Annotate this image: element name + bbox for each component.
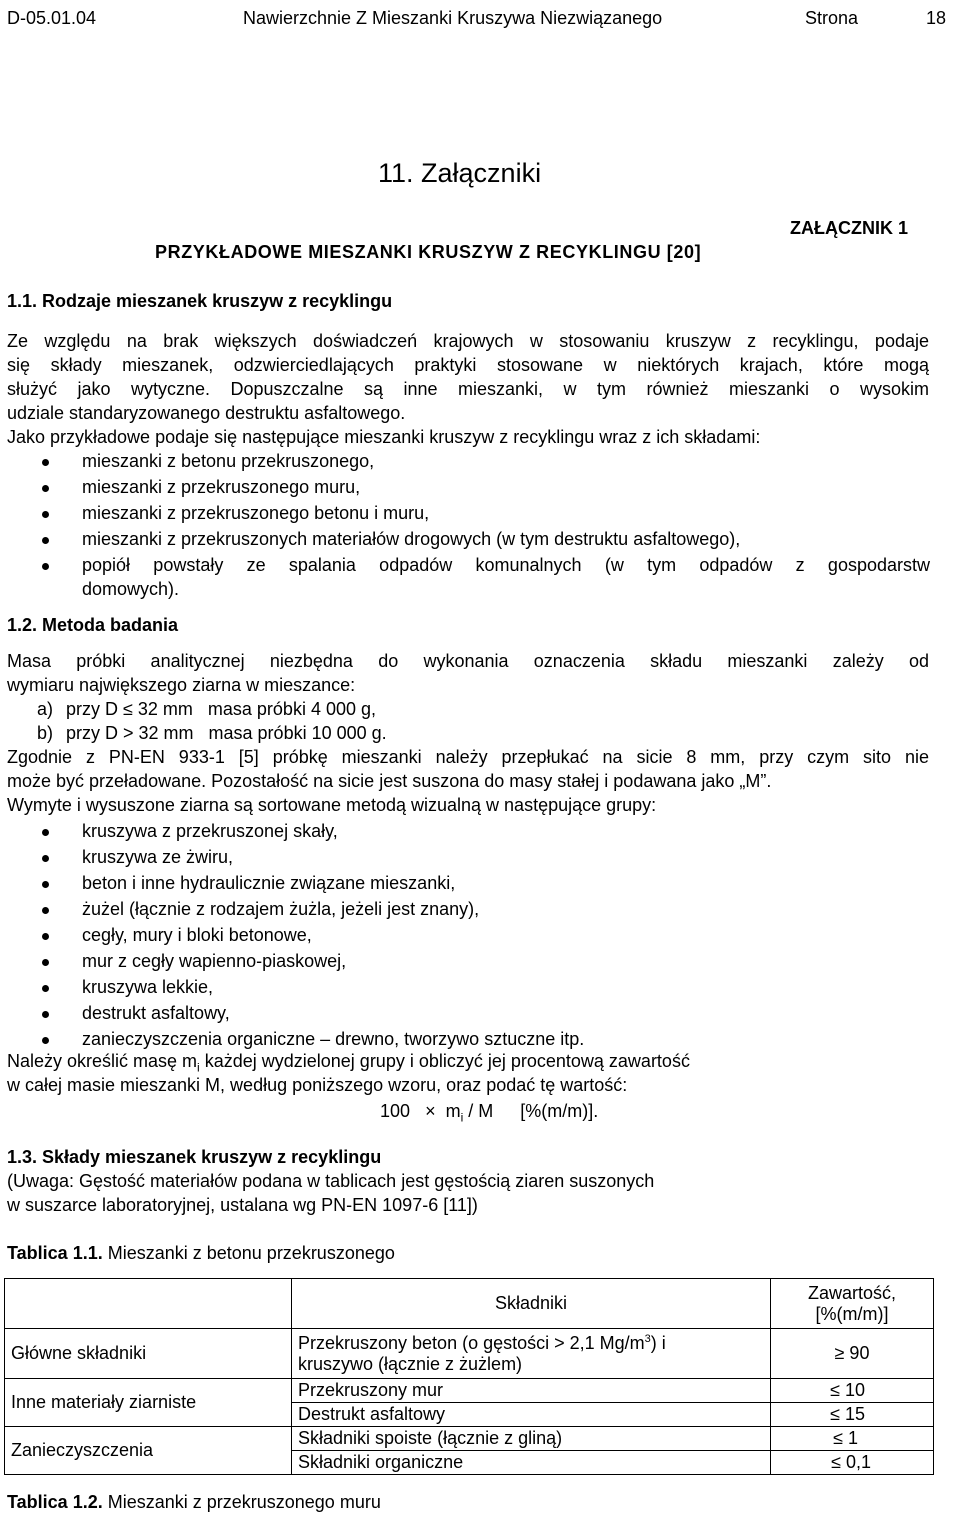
note-line: w suszarce laboratoryjnej, ustalana wg PN-EN 1097-6 [11])	[7, 1195, 478, 1215]
chapter-title: 11. Załączniki	[378, 158, 542, 188]
list-item: popiół powstały ze spalania odpadów komunalnych (w tym odpadów z gospodarstw	[82, 555, 930, 575]
list-item: mieszanki z przekruszonych materiałów drogowych (w tym destruktu asfaltowego),	[82, 529, 741, 549]
bullet-dot	[42, 563, 49, 570]
table-cell: Przekruszony beton (o gęstości > 2,1 $Mg/m^3$) i kruszywo (łącznie z żużlem)	[292, 1329, 771, 1379]
paragraph-line: służyć jako wytyczne. Dopuszczalne są inne mieszanki, w tym również mieszanki o wysokim	[7, 379, 929, 399]
list-item: destrukt asfaltowy,	[82, 1003, 230, 1023]
annex-title: PRZYKŁADOWE MIESZANKI KRUSZYW Z RECYKLINGU [20]	[155, 242, 702, 262]
list-item: cegły, mury i bloki betonowe,	[82, 925, 312, 945]
list-item: kruszywa z przekruszonej skały,	[82, 821, 338, 841]
table-cell	[5, 1279, 292, 1329]
bullet-dot	[42, 485, 49, 492]
paragraph-line: Zgodnie z PN-EN 933-1 [5] próbkę mieszanki należy przepłukać na sicie 8 mm, przy czym sito nie	[7, 747, 929, 767]
formula: $100 \times m_i / M$ [%(m/m)].	[380, 1101, 599, 1125]
enum-item-a: przy D ≤ 32 mm masa próbki 4 000 g,	[66, 699, 376, 719]
bullet-dot	[42, 959, 49, 966]
section-heading-1-2: 1.2. Metoda badania	[7, 615, 179, 635]
table-cell: Zanieczyszczenia	[5, 1427, 292, 1475]
table-header: Zawartość, [%(m/m)]	[771, 1279, 934, 1329]
list-intro: Jako przykładowe podaje się następujące mieszanki kruszyw z recyklingu wraz z ich składami:	[7, 427, 761, 447]
page-number: 18	[926, 8, 947, 28]
annex-label: ZAŁĄCZNIK 1	[790, 218, 908, 238]
paragraph-line: się składy mieszanek, odzwierciedlających praktyki stosowane w niektórych krajach, które mogą	[7, 355, 929, 375]
paragraph-line: Masa próbki analitycznej niezbędna do wykonania oznaczenia składu mieszanki zależy od	[7, 651, 929, 671]
bullet-dot	[42, 855, 49, 862]
bullet-dot	[42, 829, 49, 836]
enum-item-b: przy D > 32 mm masa próbki 10 000 g.	[66, 723, 387, 743]
table-cell: Główne składniki	[5, 1329, 292, 1379]
list-item: żużel (łącznie z rodzajem żużla, jeżeli jest znany),	[82, 899, 480, 919]
list-item: mieszanki z przekruszonego muru,	[82, 477, 361, 497]
table-row	[5, 1379, 934, 1403]
paragraph-line: Wymyte i wysuszone ziarna są sortowane metodą wizualną w następujące grupy:	[7, 795, 657, 815]
table-cell: Inne materiały ziarniste	[5, 1379, 292, 1427]
table-cell: ≤ 15	[771, 1403, 934, 1427]
note-line: (Uwaga: Gęstość materiałów podana w tablicach jest gęstością ziaren suszonych	[7, 1171, 655, 1191]
list-item: mieszanki z przekruszonego betonu i muru,	[82, 503, 430, 523]
list-item: beton i inne hydraulicznie związane mieszanki,	[82, 873, 456, 893]
composition-table	[4, 1278, 934, 1475]
table-row	[5, 1329, 934, 1379]
paragraph-line: udziale standaryzowanego destruktu asfaltowego.	[7, 403, 406, 423]
list-item: zanieczyszczenia organiczne – drewno, tworzywo sztuczne itp.	[82, 1029, 585, 1049]
enum-label-b: b)	[37, 723, 54, 743]
table-cell: ≤ 1	[771, 1427, 934, 1451]
section-heading-1-1: 1.1. Rodzaje mieszanek kruszyw z recyklingu	[7, 291, 393, 311]
list-item: kruszywa ze żwiru,	[82, 847, 234, 867]
table-caption: Tablica 1.1. Mieszanki z betonu przekruszonego	[7, 1243, 395, 1263]
paragraph-line: wymiaru największego ziarna w mieszance:	[7, 675, 356, 695]
list-item: mieszanki z betonu przekruszonego,	[82, 451, 375, 471]
bullet-dot	[42, 511, 49, 518]
table-cell: ≤ 0,1	[771, 1451, 934, 1475]
enum-label-a: a)	[37, 699, 54, 719]
table-cell: Składniki spoiste (łącznie z gliną)	[292, 1427, 771, 1451]
section-heading-1-3: 1.3. Składy mieszanek kruszyw z recyklingu	[7, 1147, 382, 1167]
paragraph-line: Ze względu na brak większych doświadczeń krajowych w stosowaniu kruszyw z recyklingu, podaje	[7, 331, 929, 351]
table-header: Składniki	[292, 1279, 771, 1329]
document-title: Nawierzchnie Z Mieszanki Kruszywa Niezwiązanego	[243, 8, 663, 28]
paragraph-line: w całej masie mieszanki M, według poniższego wzoru, oraz podać tę wartość:	[7, 1075, 628, 1095]
paragraph-line: Należy określić masę $m_i$ każdej wydzielonej grupy i obliczyć jej procentową zawartość	[7, 1051, 690, 1075]
bullet-dot	[42, 1037, 49, 1044]
table-cell: Składniki organiczne	[292, 1451, 771, 1475]
table-caption: Tablica 1.2. Mieszanki z przekruszonego muru	[7, 1492, 381, 1512]
table-cell: ≤ 10	[771, 1379, 934, 1403]
list-item-continuation: domowych).	[82, 579, 180, 599]
table-cell: Destrukt asfaltowy	[292, 1403, 771, 1427]
paragraph-line: może być przeładowane. Pozostałość na sicie jest suszona do masy stałej i podawana jako „M”.	[7, 771, 772, 791]
bullet-dot	[42, 933, 49, 940]
table-cell: Przekruszony mur	[292, 1379, 771, 1403]
bullet-dot	[42, 881, 49, 888]
list-item: kruszywa lekkie,	[82, 977, 214, 997]
list-item: mur z cegły wapienno-piaskowej,	[82, 951, 347, 971]
table-cell: ≥ 90	[771, 1329, 934, 1379]
document-code: D-05.01.04	[7, 8, 97, 28]
table-row	[5, 1279, 934, 1329]
bullet-dot	[42, 907, 49, 914]
page-label: Strona	[805, 8, 859, 28]
table-row	[5, 1427, 934, 1451]
bullet-dot	[42, 985, 49, 992]
bullet-dot	[42, 459, 49, 466]
bullet-dot	[42, 1011, 49, 1018]
bullet-dot	[42, 537, 49, 544]
